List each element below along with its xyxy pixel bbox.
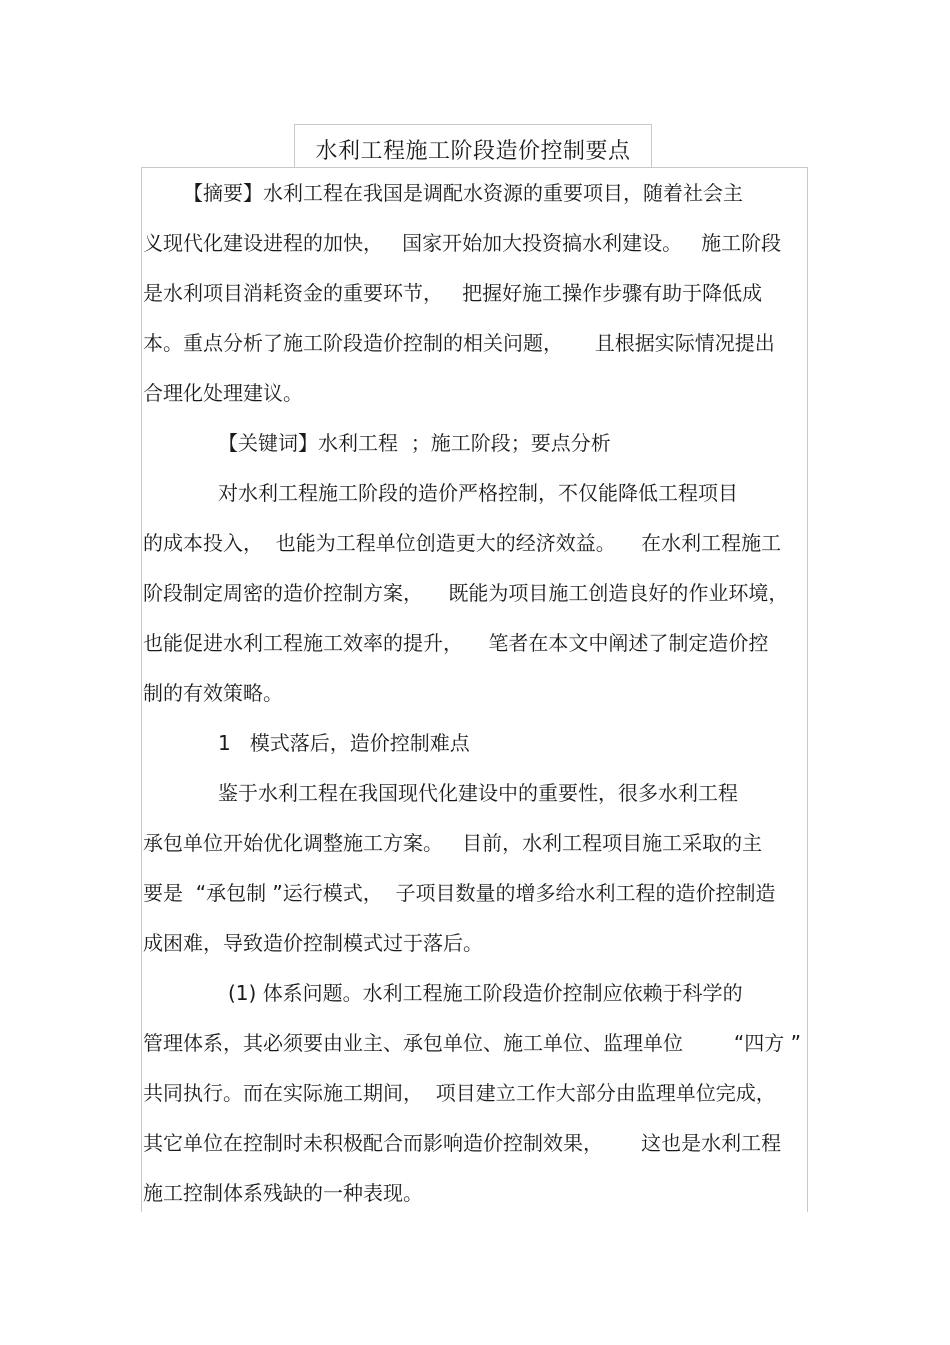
subsection-line-3: 共同执行。而在实际施工期间， 项目建立工作大部分由监理单位完成， xyxy=(143,1081,776,1105)
subsection-line-2: 管理体系，其必须要由业主、承包单位、施工单位、监理单位 “四方 ” xyxy=(143,1031,801,1055)
title-frame xyxy=(294,124,652,167)
section-heading-1: 1 模式落后，造价控制难点 xyxy=(218,731,470,755)
keywords-line: 【关键词】水利工程 ；施工阶段；要点分析 xyxy=(218,431,611,455)
subsection-line-4: 其它单位在控制时未积极配合而影响造价控制效果， 这也是水利工程 xyxy=(143,1131,782,1155)
subsection-line-1: (1) 体系问题。水利工程施工阶段造价控制应依赖于科学的 xyxy=(228,981,743,1005)
abstract-line-5: 合理化处理建议。 xyxy=(143,381,303,405)
abstract-line-4: 本。重点分析了施工阶段造价控制的相关问题， 且根据实际情况提出 xyxy=(143,331,775,355)
document-title: 水利工程施工阶段造价控制要点 xyxy=(315,139,631,164)
subsection-line-5: 施工控制体系残缺的一种表现。 xyxy=(143,1181,423,1205)
section-line-2: 承包单位开始优化调整施工方案。 目前，水利工程项目施工采取的主 xyxy=(143,831,763,855)
intro-line-2: 的成本投入， 也能为工程单位创造更大的经济效益。 在水利工程施工 xyxy=(143,531,782,555)
intro-line-3: 阶段制定周密的造价控制方案， 既能为项目施工创造良好的作业环境， xyxy=(143,581,789,605)
abstract-line-2: 义现代化建设进程的加快， 国家开始加大投资搞水利建设。 施工阶段 xyxy=(143,231,782,255)
section-line-3: 要是 “承包制 ”运行模式， 子项目数量的增多给水利工程的造价控制造 xyxy=(143,881,776,905)
intro-line-4: 也能促进水利工程施工效率的提升， 笔者在本文中阐述了制定造价控 xyxy=(143,631,769,655)
section-line-4: 成困难，导致造价控制模式过于落后。 xyxy=(143,931,483,955)
abstract-line-1: 【摘要】水利工程在我国是调配水资源的重要项目，随着社会主 xyxy=(183,181,743,205)
intro-line-5: 制的有效策略。 xyxy=(143,681,283,705)
intro-line-1: 对水利工程施工阶段的造价严格控制，不仅能降低工程项目 xyxy=(218,481,738,505)
abstract-line-3: 是水利项目消耗资金的重要环节， 把握好施工操作步骤有助于降低成 xyxy=(143,281,763,305)
section-line-1: 鉴于水利工程在我国现代化建设中的重要性，很多水利工程 xyxy=(218,781,738,805)
